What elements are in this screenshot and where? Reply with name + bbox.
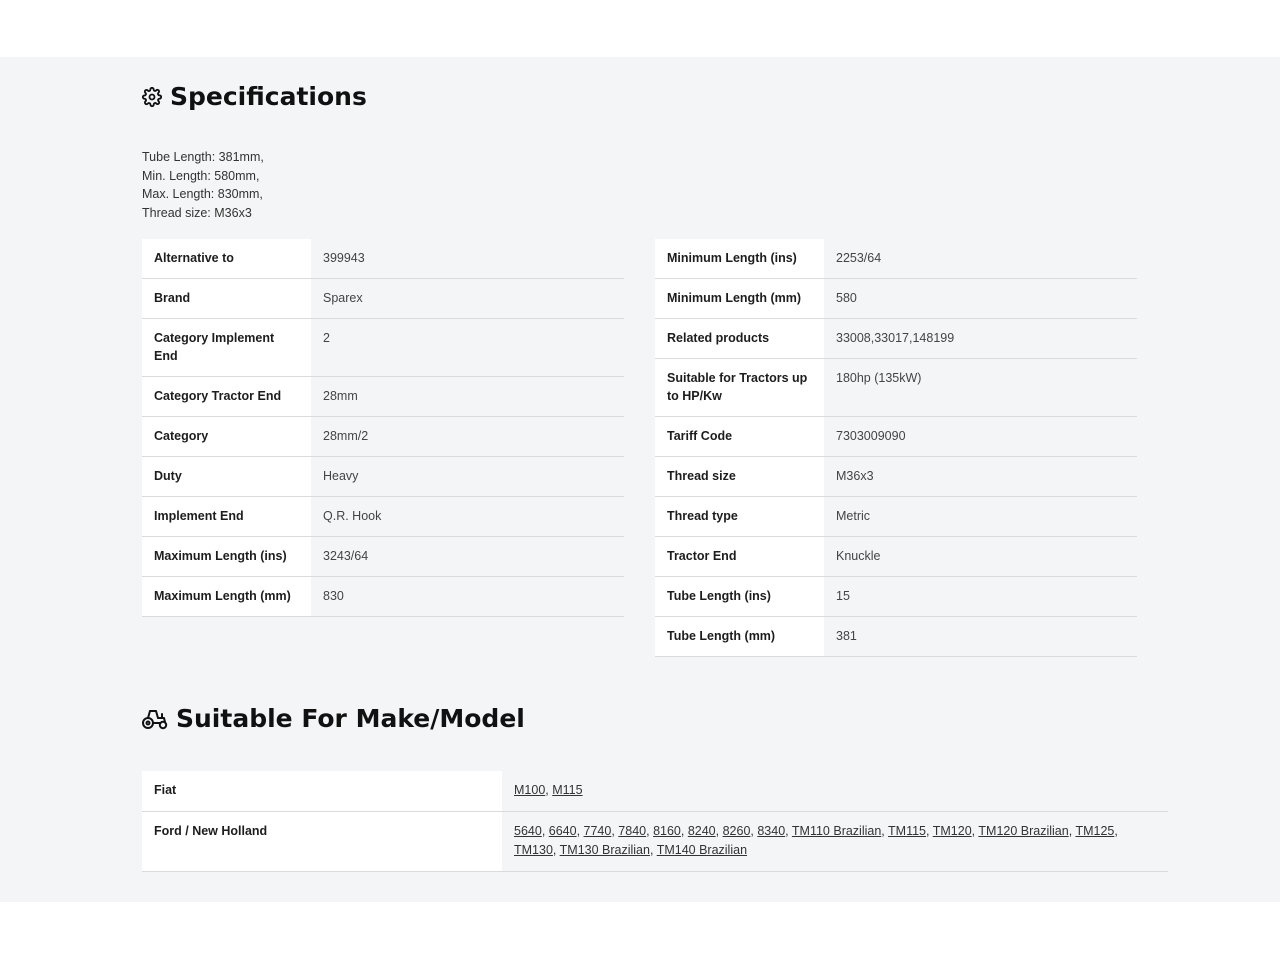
spec-key: Category (142, 417, 311, 457)
spec-row (142, 457, 624, 497)
model-link[interactable]: M100 (514, 783, 546, 797)
make-row (142, 771, 1168, 812)
specification-summary (142, 148, 264, 223)
model-link[interactable]: TM130 Brazilian (559, 843, 650, 857)
spec-key: Tractor End (655, 537, 824, 577)
spec-row (655, 417, 1137, 457)
spec-row (655, 319, 1137, 359)
make-name: Fiat (142, 771, 502, 812)
suitable-for-heading (142, 704, 525, 733)
spec-key: Minimum Length (ins) (655, 239, 824, 279)
specifications-title: Specifications (170, 82, 367, 111)
spec-value: 33008,33017,148199 (824, 319, 1137, 359)
spec-value: 381 (824, 617, 1137, 657)
spec-row (655, 359, 1137, 417)
specifications-heading (142, 82, 367, 111)
make-model-table (142, 771, 1168, 872)
model-link[interactable]: TM125 (1075, 824, 1115, 838)
spec-key: Duty (142, 457, 311, 497)
spec-row (142, 377, 624, 417)
spec-value: 830 (311, 577, 624, 617)
spec-value: M36x3 (824, 457, 1137, 497)
spec-key: Alternative to (142, 239, 311, 279)
spec-table-left (142, 239, 624, 617)
model-link[interactable]: 6640 (548, 824, 577, 838)
spec-row (142, 319, 624, 377)
spec-value: Metric (824, 497, 1137, 537)
spec-value: 7303009090 (824, 417, 1137, 457)
spec-row (655, 457, 1137, 497)
model-list: M100, M115 (502, 771, 1168, 812)
spec-row (655, 279, 1137, 319)
summary-line: Max. Length: 830mm, (142, 187, 263, 202)
spec-row (142, 279, 624, 319)
spec-key: Tube Length (ins) (655, 577, 824, 617)
spec-row (142, 537, 624, 577)
spec-value: Sparex (311, 279, 624, 319)
spec-value: 28mm/2 (311, 417, 624, 457)
spec-value: 2253/64 (824, 239, 1137, 279)
gear-icon (142, 87, 162, 107)
spec-row (655, 497, 1137, 537)
spec-value: 3243/64 (311, 537, 624, 577)
spec-row (655, 537, 1137, 577)
summary-line: Tube Length: 381mm, (142, 150, 264, 164)
spec-value: 399943 (311, 239, 624, 279)
spec-value: 28mm (311, 377, 624, 417)
spec-row (655, 577, 1137, 617)
spec-key: Category Tractor End (142, 377, 311, 417)
spec-value: Q.R. Hook (311, 497, 624, 537)
spec-value: 15 (824, 577, 1137, 617)
spec-row (142, 239, 624, 279)
spec-value: 180hp (135kW) (824, 359, 1137, 417)
spec-key: Thread type (655, 497, 824, 537)
model-list: 5640, 6640, 7740, 7840, 8160, 8240, 8260, 8340, TM110 Brazilian, TM115, TM120, TM120 Brazilian, TM125, TM130, TM130 Brazilian, TM140 Brazilian (502, 812, 1168, 872)
model-link[interactable]: 5640 (514, 824, 542, 838)
spec-row (142, 497, 624, 537)
spec-value: 580 (824, 279, 1137, 319)
model-link[interactable]: TM120 (932, 824, 972, 838)
tractor-icon (142, 708, 168, 730)
model-link[interactable]: 8160 (653, 824, 681, 838)
summary-line: Thread size: M36x3 (142, 206, 252, 221)
model-link[interactable]: TM120 Brazilian (978, 824, 1069, 838)
spec-key: Related products (655, 319, 824, 359)
spec-key: Implement End (142, 497, 311, 537)
spec-key: Tariff Code (655, 417, 824, 457)
model-link[interactable]: TM110 Brazilian (791, 824, 882, 838)
spec-value: 2 (311, 319, 624, 377)
model-link[interactable]: 8260 (722, 824, 751, 838)
spec-row (142, 577, 624, 617)
spec-key: Brand (142, 279, 311, 319)
spec-value: Heavy (311, 457, 624, 497)
suitable-for-title: Suitable For Make/Model (176, 704, 525, 733)
model-link[interactable]: 7840 (618, 824, 647, 838)
model-link[interactable]: 8340 (757, 824, 786, 838)
model-link[interactable]: TM130 (514, 843, 553, 857)
spec-table-right (655, 239, 1137, 657)
spec-row (655, 239, 1137, 279)
spec-value: Knuckle (824, 537, 1137, 577)
model-link[interactable]: 7740 (583, 824, 612, 838)
model-link[interactable]: TM115 (888, 824, 927, 838)
model-link[interactable]: TM140 Brazilian (656, 843, 748, 857)
model-link[interactable]: 8240 (687, 824, 716, 838)
make-name: Ford / New Holland (142, 812, 502, 872)
spec-key: Category Implement End (142, 319, 311, 377)
spec-key: Suitable for Tractors up to HP/Kw (655, 359, 824, 417)
spec-row (655, 617, 1137, 657)
spec-key: Maximum Length (ins) (142, 537, 311, 577)
spec-key: Maximum Length (mm) (142, 577, 311, 617)
spec-row (142, 417, 624, 457)
make-row (142, 812, 1168, 872)
spec-key: Tube Length (mm) (655, 617, 824, 657)
summary-line: Min. Length: 580mm, (142, 168, 260, 183)
model-link[interactable]: M115 (552, 783, 583, 797)
spec-key: Thread size (655, 457, 824, 497)
spec-key: Minimum Length (mm) (655, 279, 824, 319)
